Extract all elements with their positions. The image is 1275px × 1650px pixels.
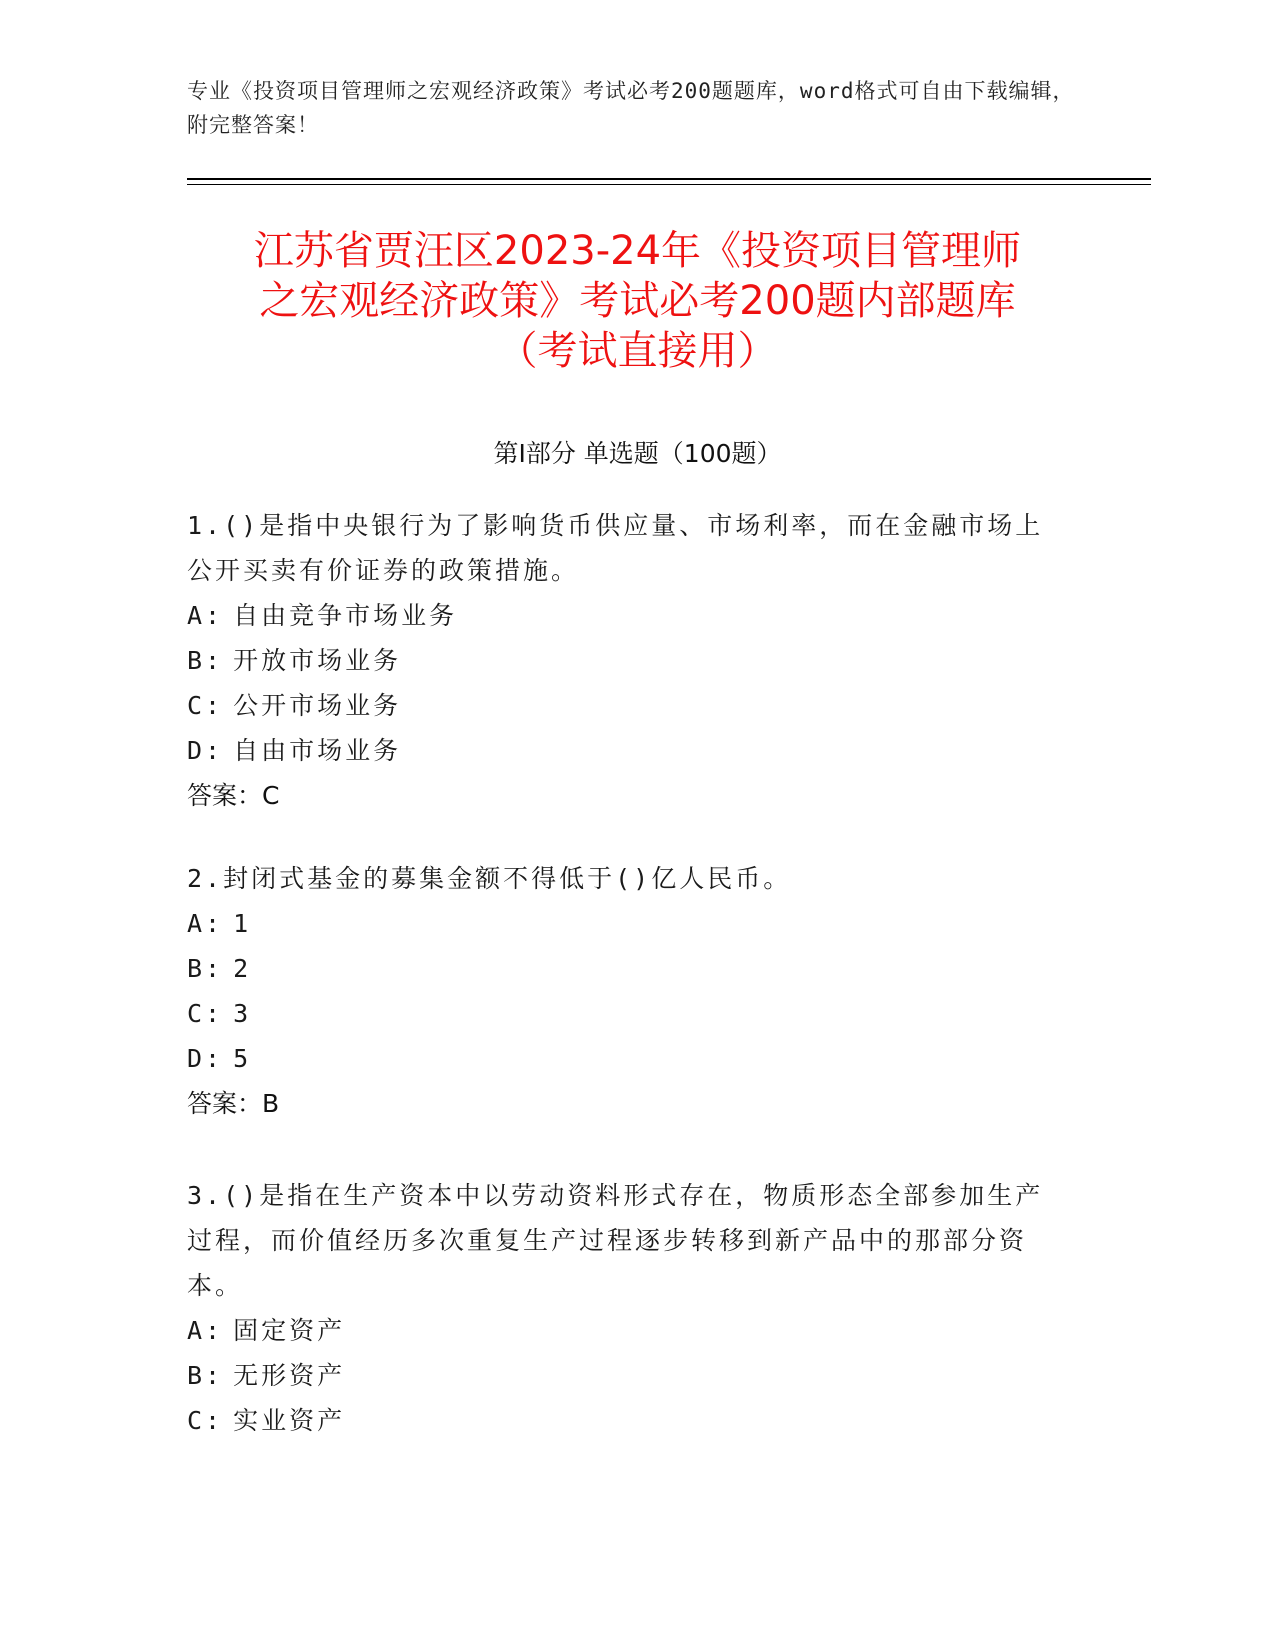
- option-key: C:: [187, 1406, 224, 1435]
- title-line-1: 江苏省贾汪区2023-24年《投资项目管理师: [253, 228, 1022, 274]
- option-text: 无形资产: [233, 1361, 346, 1390]
- question-1: [187, 503, 1057, 818]
- option-d: [187, 1036, 1057, 1081]
- option-c: [187, 1398, 1057, 1443]
- question-text: 2.封闭式基金的募集金额不得低于()亿人民币。: [187, 864, 792, 893]
- option-key: B:: [187, 646, 224, 675]
- option-text: 开放市场业务: [233, 646, 402, 675]
- title-line-3: （考试直接用）: [497, 328, 778, 374]
- option-b: [187, 638, 1057, 683]
- question-text: 1.()是指中央银行为了影响货币供应量、市场利率，而在金融市场上公开买卖有价证券的政策措施。: [187, 511, 1044, 585]
- option-text: 自由市场业务: [233, 736, 402, 765]
- section-title: 第Ⅰ部分 单选题（100题）: [493, 439, 782, 468]
- option-key: D:: [187, 736, 224, 765]
- option-b: [187, 946, 1057, 991]
- option-key: C:: [187, 999, 224, 1028]
- option-key: A:: [187, 1316, 224, 1345]
- option-a: [187, 593, 1057, 638]
- option-c: [187, 991, 1057, 1036]
- header-note: 专业《投资项目管理师之宏观经济政策》考试必考200题题库，word格式可自由下载编辑，附完整答案！: [187, 79, 1075, 137]
- option-key: B:: [187, 954, 224, 983]
- header-divider-thin: [187, 184, 1151, 185]
- option-text: 1: [233, 909, 252, 938]
- option-a: [187, 901, 1057, 946]
- question-3: [187, 1173, 1057, 1443]
- document-title: [150, 226, 1125, 376]
- option-text: 3: [233, 999, 252, 1028]
- option-b: [187, 1353, 1057, 1398]
- option-text: 自由竞争市场业务: [233, 601, 458, 630]
- answer: 答案：B: [187, 1089, 280, 1118]
- option-key: C:: [187, 691, 224, 720]
- option-text: 固定资产: [233, 1316, 346, 1345]
- option-text: 实业资产: [233, 1406, 346, 1435]
- question-2: [187, 856, 1057, 1126]
- option-key: A:: [187, 909, 224, 938]
- question-text: 3.()是指在生产资本中以劳动资料形式存在，物质形态全部参加生产过程，而价值经历多次重复生产过程逐步转移到新产品中的那部分资本。: [187, 1181, 1044, 1300]
- option-key: A:: [187, 601, 224, 630]
- option-key: D:: [187, 1044, 224, 1073]
- option-a: [187, 1308, 1057, 1353]
- header-divider-thick: [187, 178, 1151, 180]
- option-text: 公开市场业务: [233, 691, 402, 720]
- option-text: 5: [233, 1044, 252, 1073]
- answer: 答案：C: [187, 781, 280, 810]
- option-d: [187, 728, 1057, 773]
- option-c: [187, 683, 1057, 728]
- option-text: 2: [233, 954, 252, 983]
- title-line-2: 之宏观经济政策》考试必考200题内部题库: [259, 278, 1016, 324]
- option-key: B:: [187, 1361, 224, 1390]
